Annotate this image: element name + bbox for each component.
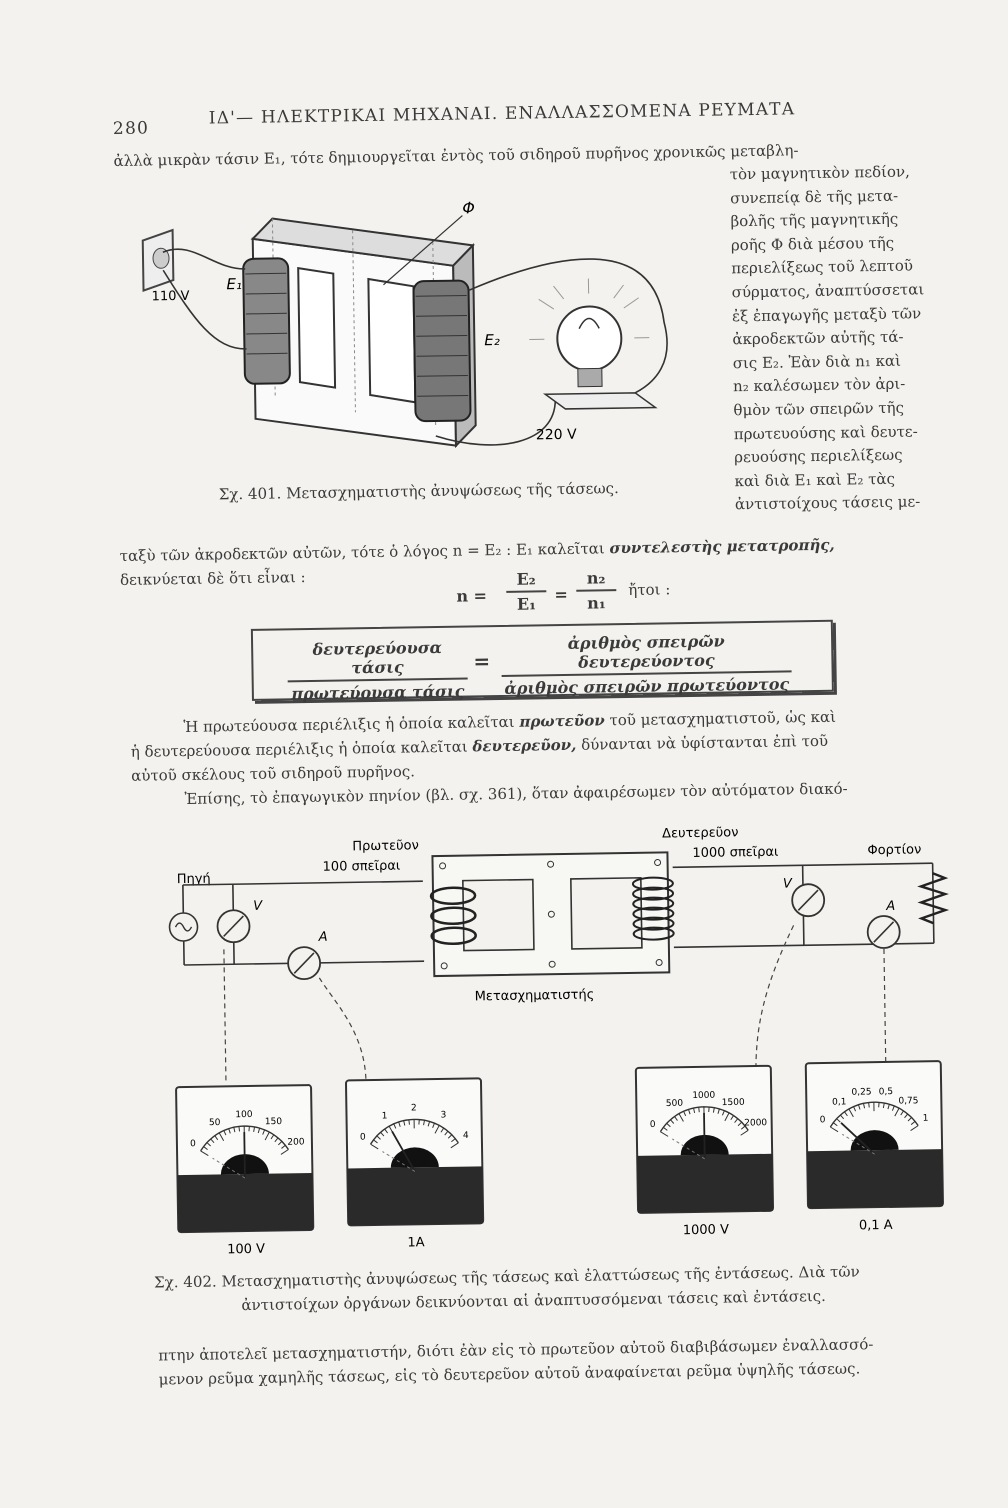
paragraph-3-line-1: πτην ἀποτελεῖ μετασχηματιστήν, διότι ἐὰν εἰς τὸ πρωτεῦον αὐτοῦ διαβιβάσωμεν ἐναλλασσό- [158,1332,873,1367]
secondary-label: Δευτερεῦον [662,825,739,841]
meter-tick-mark [869,1103,870,1108]
side-text-line: n₂ καλέσωμεν τὸν ἀρι- [733,373,926,400]
side-text-line: βολῆς τῆς μαγνητικῆς [730,207,923,234]
secondary-turns-label: 1000 σπεῖραι [692,845,778,861]
intro-line: ἀλλὰ μικρὰν τάσιν E₁, τότε δημιουργεῖται ἐντὸς τοῦ σιδηροῦ πυρῆνος χρονικῶς μεταβλη- [113,138,798,173]
meter-needle [244,1132,245,1178]
source-voltage-label: 110 V [152,289,190,305]
side-text-column [730,160,928,517]
figure-401-caption: Σχ. 401. Μετασχηματιστὴς ἀνυψώσεως τῆς τάσεως. [219,479,619,503]
fraction-denominator: n₁ [576,591,616,613]
side-text-line: ροῆς Φ διὰ μέσου τῆς [731,231,924,258]
meter-tick-label: 0,5 [879,1087,893,1097]
meter-tick-label: 0,75 [898,1096,918,1106]
page-number: 280 [113,118,149,139]
paragraph-2-line-4: Ἐπίσης, τὸ ἐπαγωγικὸν πηνίον (βλ. σχ. 361), ὅταν ἀφαιρέσωμεν τὸν αὐτόματον διακό- [184,777,848,811]
primary-voltage: πρωτεύουσα τάσις [288,680,468,704]
meter-tick-mark [879,1102,880,1107]
voltage-ratio [287,638,468,704]
running-title: ΙΔ'— ΗΛΕΚΤΡΙΚΑΙ ΜΗΧΑΝΑΙ. ΕΝΑΛΛΑΣΣΟΜΕΝΑ ΡΕΥΜΑΤΑ [209,99,796,128]
primary-turns: ἀριθμὸς σπειρῶν πρωτεύοντος [502,672,792,698]
side-text-line: ἀντιστοίχους τάσεις με- [735,491,928,518]
meter-reading-label: 1000 V [683,1222,729,1238]
e2-label: E₂ [484,331,500,349]
wall-socket-icon [143,230,174,290]
fraction-e2-e1 [506,569,547,614]
turns-ratio [501,630,792,698]
side-text-line: τὸν μαγνητικὸν πεδίον, [730,160,923,187]
meter-tick-label: 0 [820,1115,826,1125]
meter-needle [704,1113,705,1159]
ac-source-icon [169,913,197,941]
fraction-numerator: n₂ [576,568,616,592]
side-text-line: πρωτευούσης καὶ δευτε- [734,420,927,447]
meter-base [807,1149,943,1208]
meter-tick-label: 2 [411,1103,417,1113]
secondary-a-label: A [885,899,895,914]
meter-tick-mark [419,1120,420,1125]
primary-coil [243,258,290,384]
load-label: Φορτίον [867,842,921,858]
meter-reading-label: 100 V [227,1242,265,1258]
meter-tick-label: 0 [190,1139,196,1149]
meter-instrument [176,1085,314,1258]
lamp-bulb-icon [528,278,655,410]
paragraph-2-text: ἡ δευτερεύουσα περιέλιξις ἡ ὁποία καλεῖται [131,738,468,761]
secondary-voltmeter-icon [792,884,824,916]
meter-reading-label: 0,1 A [859,1218,893,1234]
meter-tick-label: 100 [235,1110,253,1120]
meter-tick-label: 3 [440,1110,446,1120]
primary-label: Πρωτεῦον [352,838,419,854]
paragraph-1-text: ταξὺ τῶν ἀκροδεκτῶν αὐτῶν, τότε ὁ λόγος n = E₂ : E₁ καλεῖται [120,539,605,565]
meter-tick-label: 2000 [744,1118,767,1128]
paragraph-1-line-1 [120,533,835,568]
side-text-line: συνεπείᾳ δὲ τῆς μετα- [730,184,923,211]
figure-402-caption-line-2: ἀντιστοίχων ὀργάνων δεικνύονται αἱ ἀναπτυσσόμεναι τάσεις καὶ ἐντάσεις. [241,1287,826,1314]
meter-tick-mark [699,1107,700,1112]
meter-reading-label: 1A [407,1235,425,1250]
formula-equals: = [554,585,568,604]
figure-401-transformer-drawing [132,192,716,471]
e1-label: E₁ [226,275,242,293]
side-text-line: καὶ διὰ E₁ καὶ E₂ τὰς [734,467,927,494]
side-text-line: ρευούσης περιελίξεως [734,443,927,470]
paragraph-2-text: δύνανται νὰ ὑφίστανται ἐπὶ τοῦ [581,732,828,754]
primary-v-label: V [253,899,263,914]
meter-instrument [806,1061,944,1234]
secondary-turns: ἀριθμὸς σπειρῶν δευτερεύοντος [501,630,792,677]
meter-tick-mark [409,1120,410,1125]
meter-tick-label: 0,1 [832,1097,846,1107]
secondary-ammeter-icon [867,916,899,948]
secondary-coil [413,280,470,421]
meter-base [347,1166,483,1225]
meter-tick-label: 500 [666,1099,684,1109]
source-label: Πηγή [177,872,211,888]
boxed-equals: = [473,649,490,673]
secondary-v-label: V [783,876,793,891]
meter-tick-mark [239,1126,240,1131]
primary-wire-top [163,248,245,270]
side-text-line: θμὸν τῶν σπειρῶν τῆς [733,396,926,423]
figure-402-circuit-diagram [152,822,989,1265]
meter-panel [176,1061,944,1258]
side-text-line: ἐξ ἐπαγωγῆς μεταξὺ τῶν [732,302,925,329]
formula-tail: ἤτοι : [628,577,670,602]
meter-tick-label: 4 [463,1131,469,1141]
side-text-line: σις E₂. Ἐὰν διὰ n₁ καὶ [733,349,926,376]
meter-tick-label: 1000 [692,1091,715,1101]
fraction-n2-n1 [576,568,617,613]
meter-instrument [636,1066,774,1239]
meter-tick-label: 1500 [722,1098,745,1108]
fraction-denominator: E₁ [506,592,546,614]
meter-tick-label: 50 [209,1118,221,1128]
paragraph-2-line-3: αὐτοῦ σκέλους τοῦ σιδηροῦ πυρῆνος. [131,759,415,787]
meter-tick-label: 0,25 [851,1087,871,1097]
term-secondary: δευτερεῦον, [472,736,576,756]
meter-tick-label: 1 [923,1114,929,1124]
paragraph-2-text: Ἡ πρωτεύουσα περιέλιξις ἡ ὁποία καλεῖται [183,713,515,736]
paragraph-3-line-2: μενον ρεῦμα χαμηλῆς τάσεως, εἰς τὸ δευτερεῦον αὐτοῦ ἀναφαίνεται ρεῦμα ὑψηλῆς τάσεως. [158,1356,860,1391]
side-text-line: περιελίξεως τοῦ λεπτοῦ [731,255,924,282]
meter-tick-label: 0 [360,1132,366,1142]
secondary-voltage: δευτερεύουσα τάσις [287,638,468,683]
meter-base [177,1173,313,1232]
paragraph-1-line-2: δεικνύεται δὲ ὅτι εἶναι : [120,565,306,592]
boxed-formula [251,620,834,701]
meter-tick-label: 1 [382,1111,388,1121]
term-conversion-factor: συντελεστὴς μετατροπῆς, [609,536,834,558]
paragraph-2-text: τοῦ μετασχηματιστοῦ, ὡς καὶ [609,708,836,730]
term-primary: πρωτεῦον [519,711,605,730]
primary-turns-label: 100 σπεῖραι [322,859,400,875]
phi-label: Φ [462,198,475,217]
primary-a-label: A [318,930,328,945]
transformer-label: Μετασχηματιστής [475,988,595,1005]
meter-base [637,1154,773,1213]
formula-n-lhs: n = [456,586,487,605]
side-text-line: σύρματος, ἀναπτύσσεται [731,278,924,305]
meter-tick-label: 200 [287,1137,305,1147]
side-text-line: ἀκροδεκτῶν αὐτῆς τά- [732,325,925,352]
primary-ammeter-icon [288,947,320,979]
fraction-numerator: E₂ [506,569,546,593]
meter-tick-mark [709,1107,710,1112]
meter-tick-label: 0 [650,1120,656,1130]
primary-voltmeter-icon [217,910,249,942]
figure-402-caption-line-1: Σχ. 402. Μετασχηματιστὴς ἀνυψώσεως τῆς τάσεως καὶ ἐλαττώσεως τῆς ἐντάσεως. Διὰ τῶν [154,1262,860,1291]
lamp-voltage-label: 220 V [536,427,577,444]
meter-tick-mark [249,1126,250,1131]
meter-instrument [346,1078,484,1251]
meter-tick-label: 150 [265,1117,283,1127]
